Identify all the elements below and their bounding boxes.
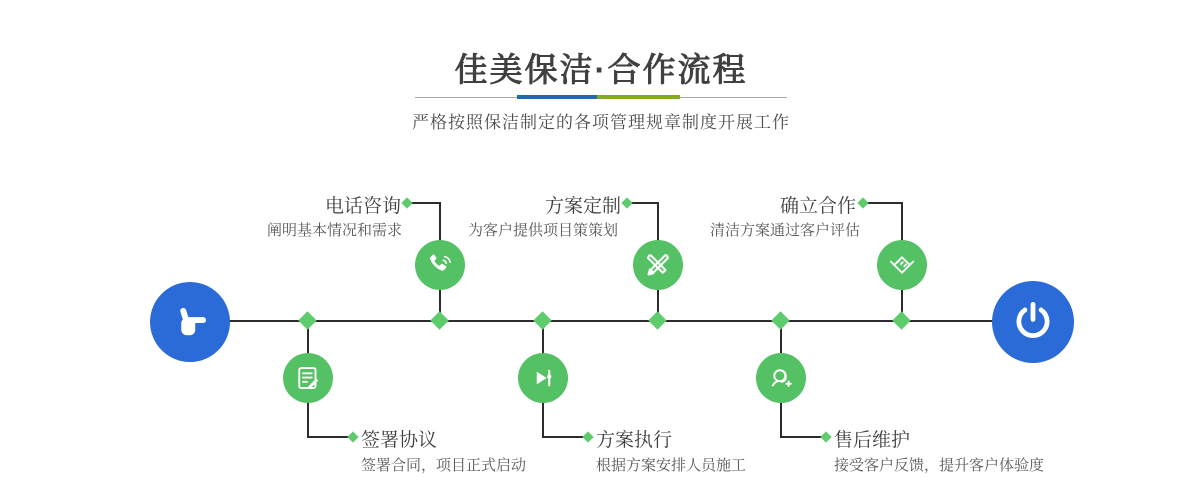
label-diamond xyxy=(820,431,831,442)
customer-service-icon xyxy=(766,363,796,393)
handshake-icon xyxy=(887,250,917,280)
phone-icon xyxy=(425,250,455,280)
power-icon xyxy=(1011,300,1055,344)
timeline-node-diamond xyxy=(648,311,666,329)
label-diamond xyxy=(347,431,358,442)
timeline-node-diamond xyxy=(533,311,551,329)
step-desc-confirm: 清洁方案通过客户评估 xyxy=(709,222,860,239)
step-title-execute: 方案执行 xyxy=(596,430,673,451)
step-node-plan xyxy=(633,240,683,290)
timeline-node-diamond xyxy=(892,311,910,329)
label-diamond xyxy=(582,431,593,442)
title-divider xyxy=(415,95,787,101)
timeline-end-node xyxy=(992,281,1074,363)
step-desc-aftersale: 接受客户反馈，提升客户体验度 xyxy=(834,457,1045,474)
step-title-phone: 电话咨询 xyxy=(324,196,401,217)
label-diamond xyxy=(401,197,412,208)
step-title-plan: 方案定制 xyxy=(544,196,621,217)
divider-green-segment xyxy=(597,95,680,99)
step-node-sign xyxy=(283,353,333,403)
step-node-phone xyxy=(415,240,465,290)
timeline-node-diamond xyxy=(771,311,789,329)
step-title-confirm: 确立合作 xyxy=(779,196,856,217)
step-node-confirm xyxy=(877,240,927,290)
step-title-aftersale: 售后维护 xyxy=(834,430,911,451)
pointing-hand-icon xyxy=(169,301,211,343)
contract-icon xyxy=(293,363,323,393)
step-title-sign: 签署协议 xyxy=(361,430,438,451)
label-diamond xyxy=(857,197,868,208)
divider-blue-segment xyxy=(517,95,597,99)
play-slider-icon xyxy=(528,363,558,393)
crossed-pens-icon xyxy=(643,250,673,280)
step-desc-phone: 阐明基本情况和需求 xyxy=(266,222,402,239)
timeline-node-diamond xyxy=(298,311,316,329)
step-desc-sign: 签署合同，项目正式启动 xyxy=(361,457,527,474)
timeline-node-diamond xyxy=(430,311,448,329)
label-diamond xyxy=(621,197,632,208)
step-desc-execute: 根据方案安排人员施工 xyxy=(596,457,747,474)
step-desc-plan: 为客户提供项目策策划 xyxy=(467,222,618,239)
page-subtitle: 严格按照保洁制定的各项管理规章制度开展工作 xyxy=(412,113,790,132)
timeline-start-node xyxy=(150,282,230,362)
page-title: 佳美保洁·合作流程 xyxy=(454,51,748,88)
step-node-aftersale xyxy=(756,353,806,403)
step-node-execute xyxy=(518,353,568,403)
